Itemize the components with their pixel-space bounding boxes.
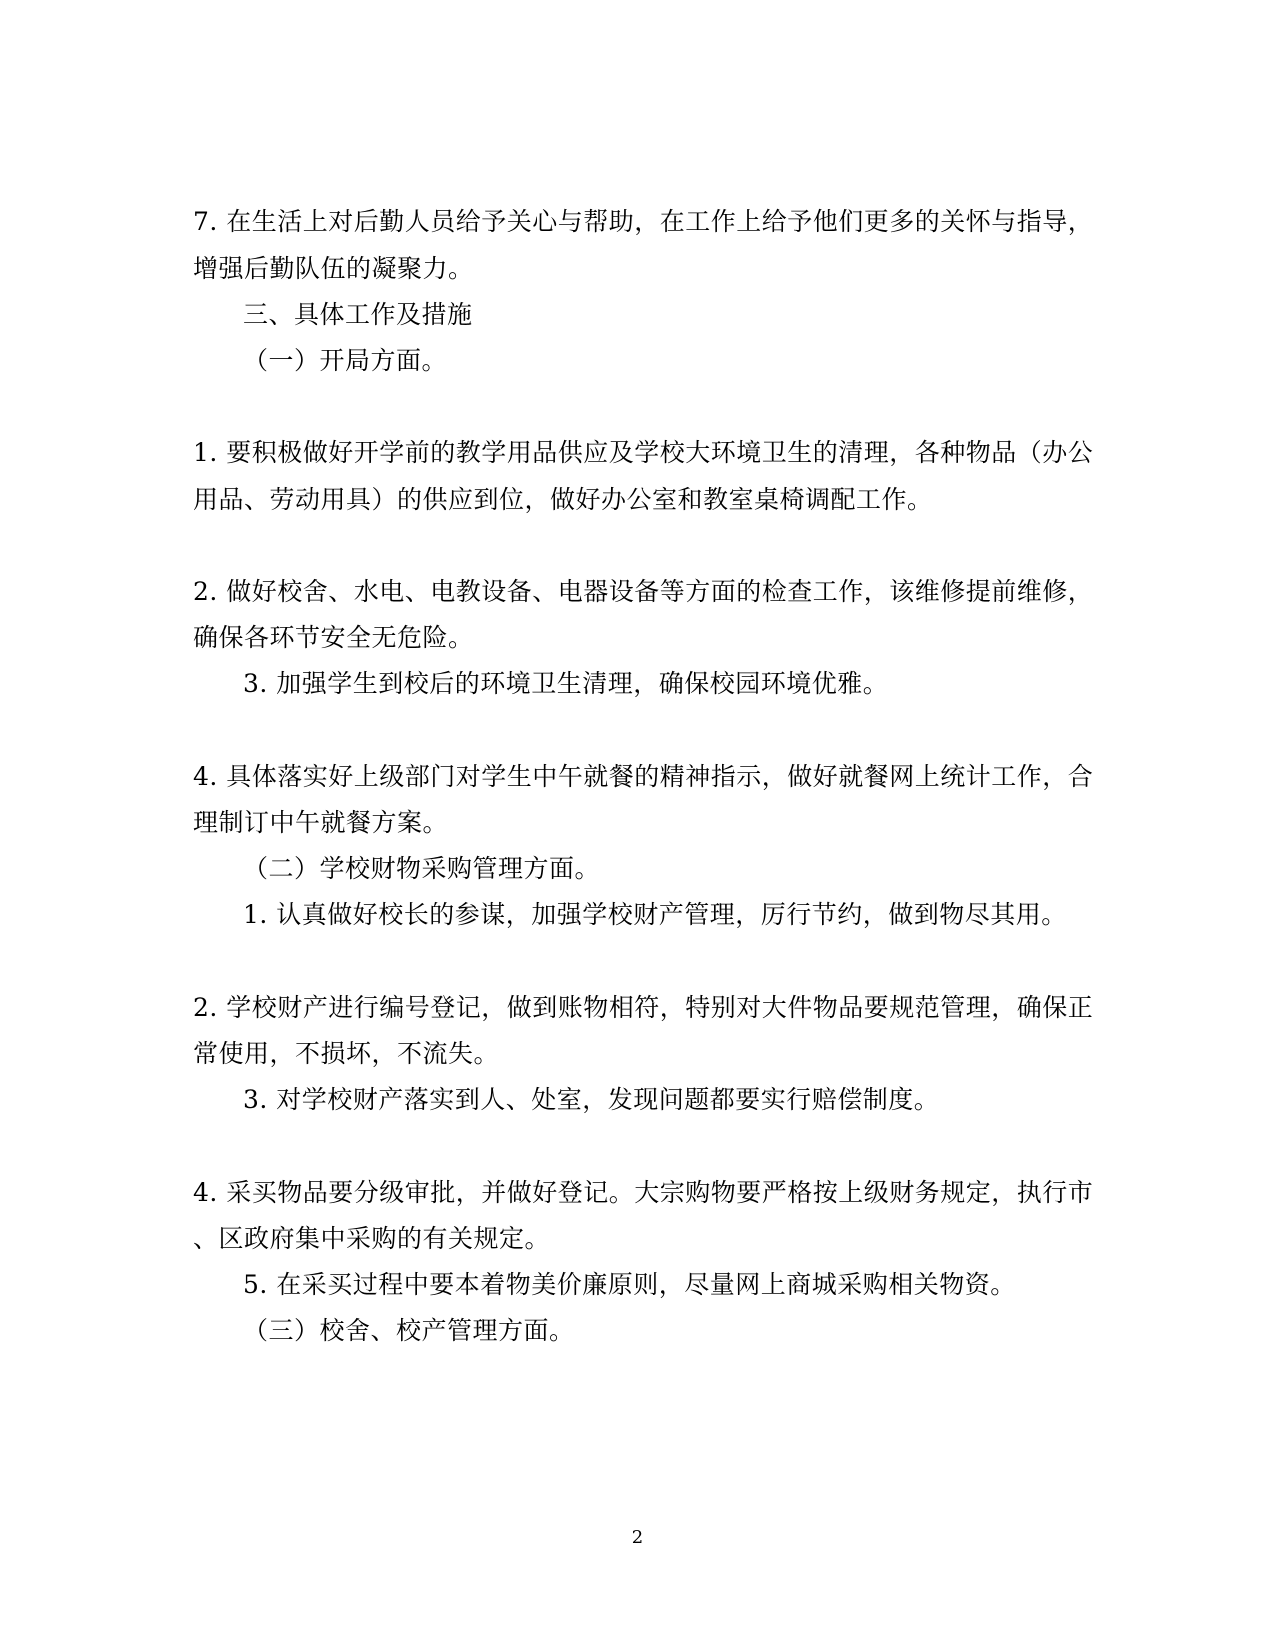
text-line: 4. 采买物品要分级审批，并做好登记。大宗购物要严格按上级财务规定，执行市 (193, 1178, 1094, 1207)
text-line: 7. 在生活上对后勤人员给予关心与帮助，在工作上给予他们更多的关怀与指导， (193, 207, 1094, 236)
text-line: 确保各环节安全无危险。 (193, 623, 474, 652)
text-line: 理制订中午就餐方案。 (193, 808, 449, 837)
text-line: 1. 认真做好校长的参谋，加强学校财产管理，厉行节约，做到物尽其用。 (243, 900, 1067, 929)
text-line: 3. 对学校财产落实到人、处室，发现问题都要实行赔偿制度。 (243, 1085, 940, 1114)
section-heading: 三、具体工作及措施 (243, 300, 473, 329)
text-line: 1. 要积极做好开学前的教学用品供应及学校大环境卫生的清理，各种物品（办公 (193, 438, 1094, 467)
subsection-heading: （三）校舍、校产管理方面。 (243, 1316, 575, 1345)
text-line: 3. 加强学生到校后的环境卫生清理，确保校园环境优雅。 (243, 669, 889, 698)
text-line: 2. 做好校舍、水电、电教设备、电器设备等方面的检查工作，该维修提前维修， (193, 577, 1094, 606)
text-line: 2. 学校财产进行编号登记，做到账物相符，特别对大件物品要规范管理，确保正 (193, 993, 1094, 1022)
page-number: 2 (631, 1527, 644, 1548)
text-line: 4. 具体落实好上级部门对学生中午就餐的精神指示，做好就餐网上统计工作，合 (193, 762, 1094, 791)
subsection-heading: （二）学校财物采购管理方面。 (243, 854, 601, 883)
text-line: 、区政府集中采购的有关规定。 (193, 1224, 551, 1253)
text-line: 5. 在采买过程中要本着物美价廉原则，尽量网上商城采购相关物资。 (243, 1270, 1016, 1299)
text-line: 常使用，不损坏，不流失。 (193, 1039, 500, 1068)
text-line: 增强后勤队伍的凝聚力。 (193, 254, 474, 283)
subsection-heading: （一）开局方面。 (243, 346, 448, 375)
text-line: 用品、劳动用具）的供应到位，做好办公室和教室桌椅调配工作。 (193, 485, 933, 514)
